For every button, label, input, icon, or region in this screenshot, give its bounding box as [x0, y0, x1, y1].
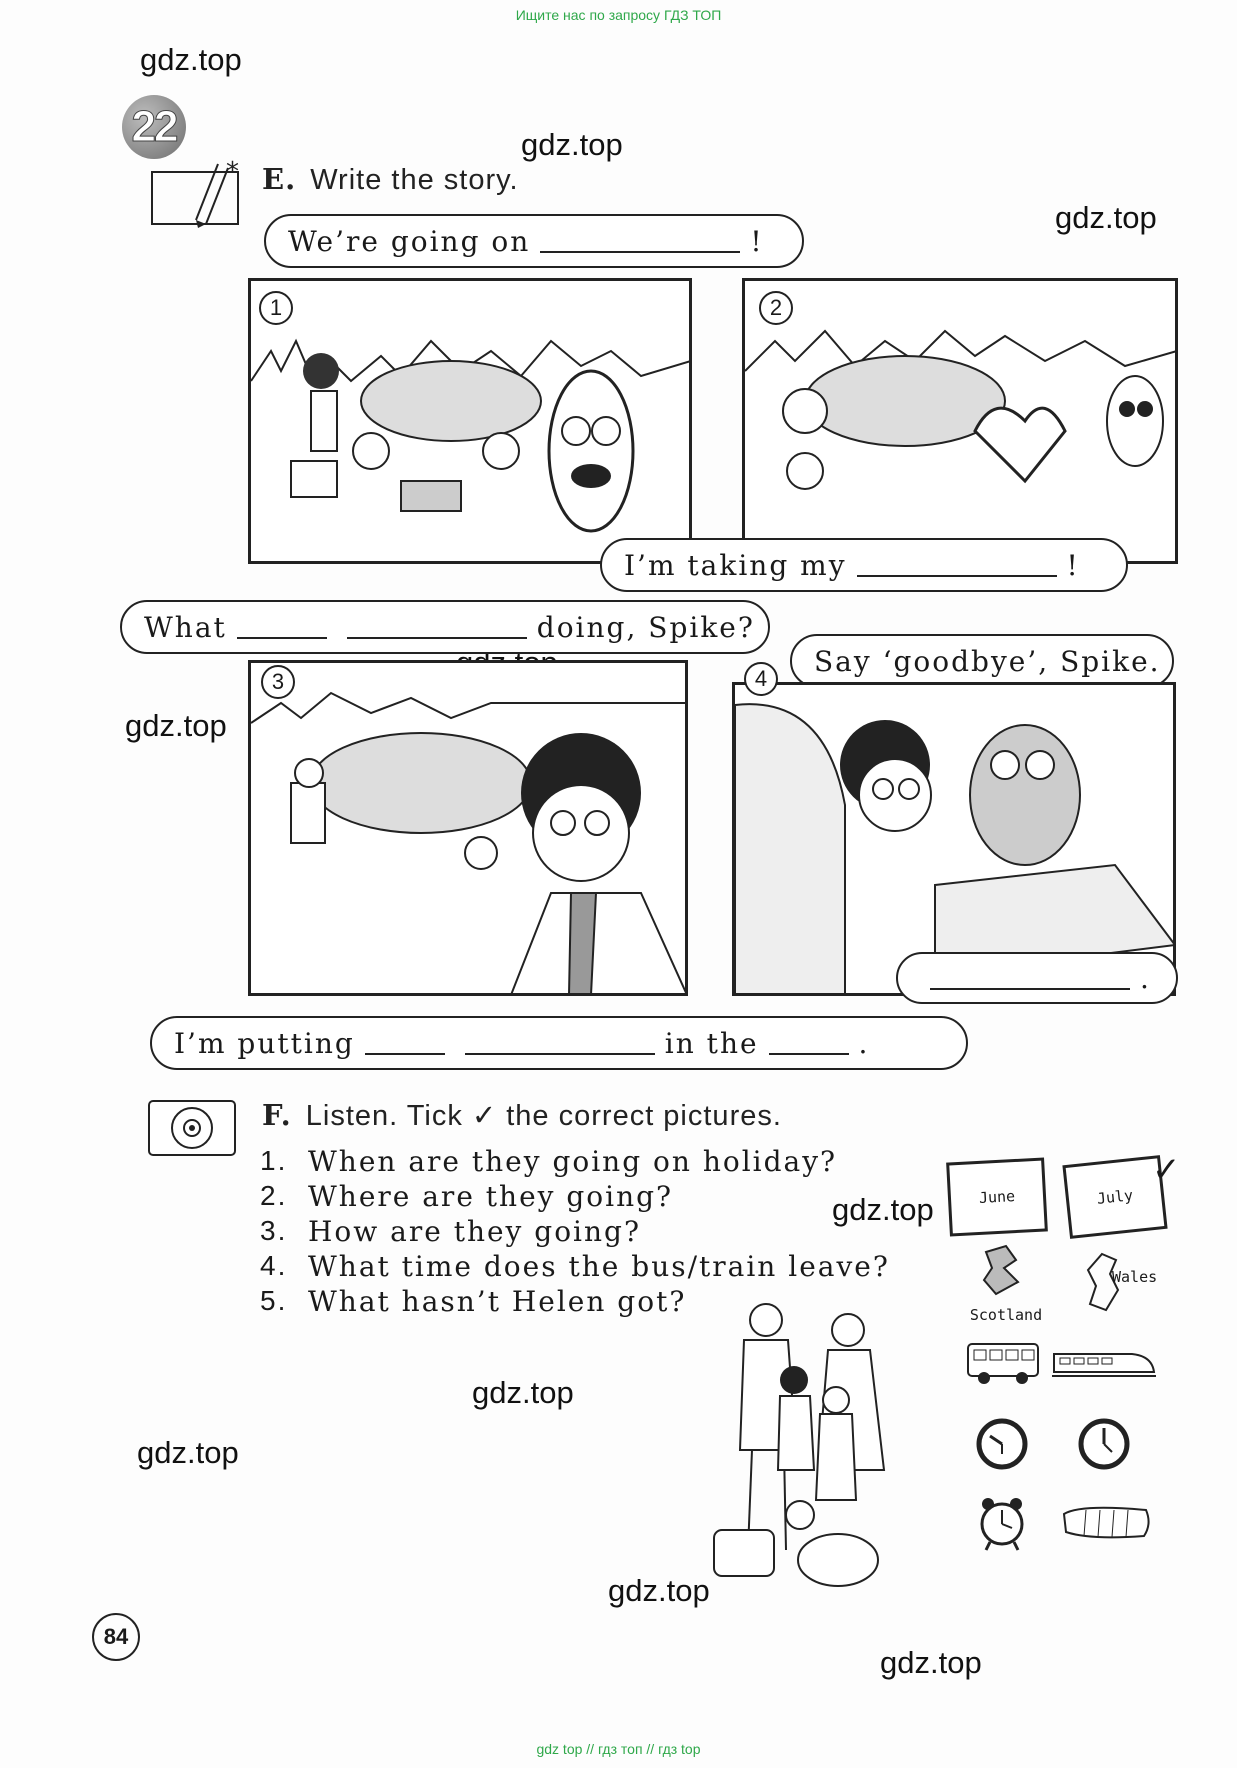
bubble-3-text: What — [144, 610, 227, 644]
bubble-6-text: I’m putting — [174, 1026, 355, 1060]
question-text: What time does the bus/train leave? — [308, 1250, 890, 1283]
alarm-clock-icon — [976, 1494, 1028, 1552]
clock-icon — [1078, 1418, 1130, 1470]
answer-blank[interactable] — [540, 229, 740, 253]
panel-number: 3 — [261, 665, 295, 699]
answer-blank[interactable] — [465, 1031, 655, 1055]
question-item — [260, 1215, 890, 1250]
alarm-clock-picture[interactable] — [976, 1494, 1028, 1556]
bubble-6-middle: in the — [664, 1026, 759, 1060]
answer-blank[interactable] — [769, 1031, 849, 1055]
train-picture[interactable] — [1052, 1348, 1156, 1384]
clock-picture-1[interactable] — [976, 1418, 1028, 1474]
panel-number: 4 — [744, 662, 778, 696]
watermark: gdz.top — [472, 1375, 574, 1410]
bus-icon — [966, 1342, 1042, 1386]
calendar-label: June — [978, 1187, 1016, 1207]
watermark: gdz.top — [140, 42, 242, 77]
panel-3-illustration — [251, 663, 687, 995]
speech-bubble-1 — [264, 214, 804, 268]
sleeping-bag-icon — [1060, 1502, 1152, 1542]
comic-panel-4 — [732, 682, 1176, 996]
answer-blank[interactable] — [857, 553, 1057, 577]
bubble-2-text: I’m taking my — [624, 548, 847, 582]
watermark: gdz.top — [125, 708, 227, 743]
tick-mark-icon: ✓ — [1152, 1150, 1181, 1190]
scotland-map-icon — [956, 1242, 1056, 1302]
watermark: gdz.top — [832, 1192, 934, 1227]
comic-panel-3 — [248, 660, 688, 996]
bubble-3-end: doing, Spike? — [536, 610, 755, 644]
family-illustration — [700, 1300, 910, 1599]
question-text: Where are they going? — [308, 1180, 674, 1213]
task-f-heading — [262, 1098, 782, 1133]
comic-panel-2 — [742, 278, 1178, 564]
question-number: 2. — [260, 1180, 288, 1211]
watermark: gdz.top — [880, 1645, 982, 1680]
cd-audio-icon — [148, 1100, 238, 1162]
calendar-label: July — [1096, 1186, 1134, 1208]
comic-panel-1 — [248, 278, 692, 564]
task-e-heading — [262, 162, 519, 197]
pencil-write-icon — [150, 158, 246, 232]
watermark: gdz.top — [608, 1573, 710, 1608]
question-text: How are they going? — [308, 1215, 641, 1248]
panel-number: 1 — [259, 291, 293, 325]
bubble-4-text: Say ‘goodbye’, Spike. — [814, 644, 1161, 678]
panel-4-illustration — [735, 685, 1175, 995]
speech-bubble-2 — [600, 538, 1128, 592]
page-number: 84 — [92, 1613, 140, 1661]
clock-icon — [976, 1418, 1028, 1470]
speech-bubble-4 — [790, 634, 1174, 688]
map-label: Scotland — [969, 1306, 1043, 1324]
panel-2-illustration — [745, 281, 1177, 563]
map-label: Wales — [1112, 1268, 1158, 1286]
bubble-1-text: We’re going on — [288, 224, 531, 258]
watermark: gdz.top — [1055, 200, 1157, 235]
speech-bubble-6 — [150, 1016, 968, 1070]
bubble-2-end: ! — [1066, 548, 1080, 582]
question-number: 3. — [260, 1215, 288, 1246]
watermark: gdz.top — [137, 1435, 239, 1470]
task-f-letter: F. — [262, 1098, 292, 1132]
bottom-banner: gdz top // гдз топ // гдз top — [536, 1741, 701, 1757]
question-item — [260, 1145, 890, 1180]
answer-blank[interactable] — [930, 966, 1130, 990]
question-list — [260, 1145, 890, 1320]
speech-bubble-3 — [120, 600, 770, 654]
question-item — [260, 1180, 890, 1215]
answer-blank[interactable] — [347, 615, 527, 639]
task-e-letter: E. — [262, 162, 297, 196]
clock-picture-2[interactable] — [1078, 1418, 1130, 1474]
bubble-6-end: . — [858, 1026, 870, 1060]
map-scotland-picture[interactable] — [956, 1242, 1056, 1326]
map-wales-picture[interactable] — [1082, 1250, 1192, 1326]
question-text: When are they going on holiday? — [308, 1145, 838, 1178]
panel-number: 2 — [759, 291, 793, 325]
panel-1-illustration — [251, 281, 691, 563]
train-icon — [1052, 1348, 1156, 1380]
svg-text:*: * — [226, 158, 239, 187]
question-number: 4. — [260, 1250, 288, 1281]
unit-number-badge: 22 — [122, 95, 186, 159]
question-number: 5. — [260, 1285, 288, 1316]
bubble-5-end: . — [1140, 961, 1151, 995]
answer-blank[interactable] — [365, 1031, 445, 1055]
task-e-instruction: Write the story. — [310, 164, 519, 196]
bus-picture[interactable] — [966, 1342, 1042, 1390]
task-f-instruction: Listen. Tick ✓ the correct pictures. — [305, 1100, 782, 1132]
bubble-1-end: ! — [750, 224, 764, 258]
speech-bubble-5 — [896, 952, 1178, 1004]
sleeping-bag-picture[interactable] — [1060, 1502, 1152, 1546]
question-item — [260, 1250, 890, 1285]
top-banner: Ищите нас по запросу ГДЗ ТОП — [515, 7, 722, 23]
question-text: What hasn’t Helen got? — [308, 1285, 687, 1318]
question-number: 1. — [260, 1145, 288, 1176]
answer-blank[interactable] — [237, 615, 327, 639]
calendar-june-picture[interactable] — [946, 1157, 1048, 1236]
watermark: gdz.top — [521, 127, 623, 162]
